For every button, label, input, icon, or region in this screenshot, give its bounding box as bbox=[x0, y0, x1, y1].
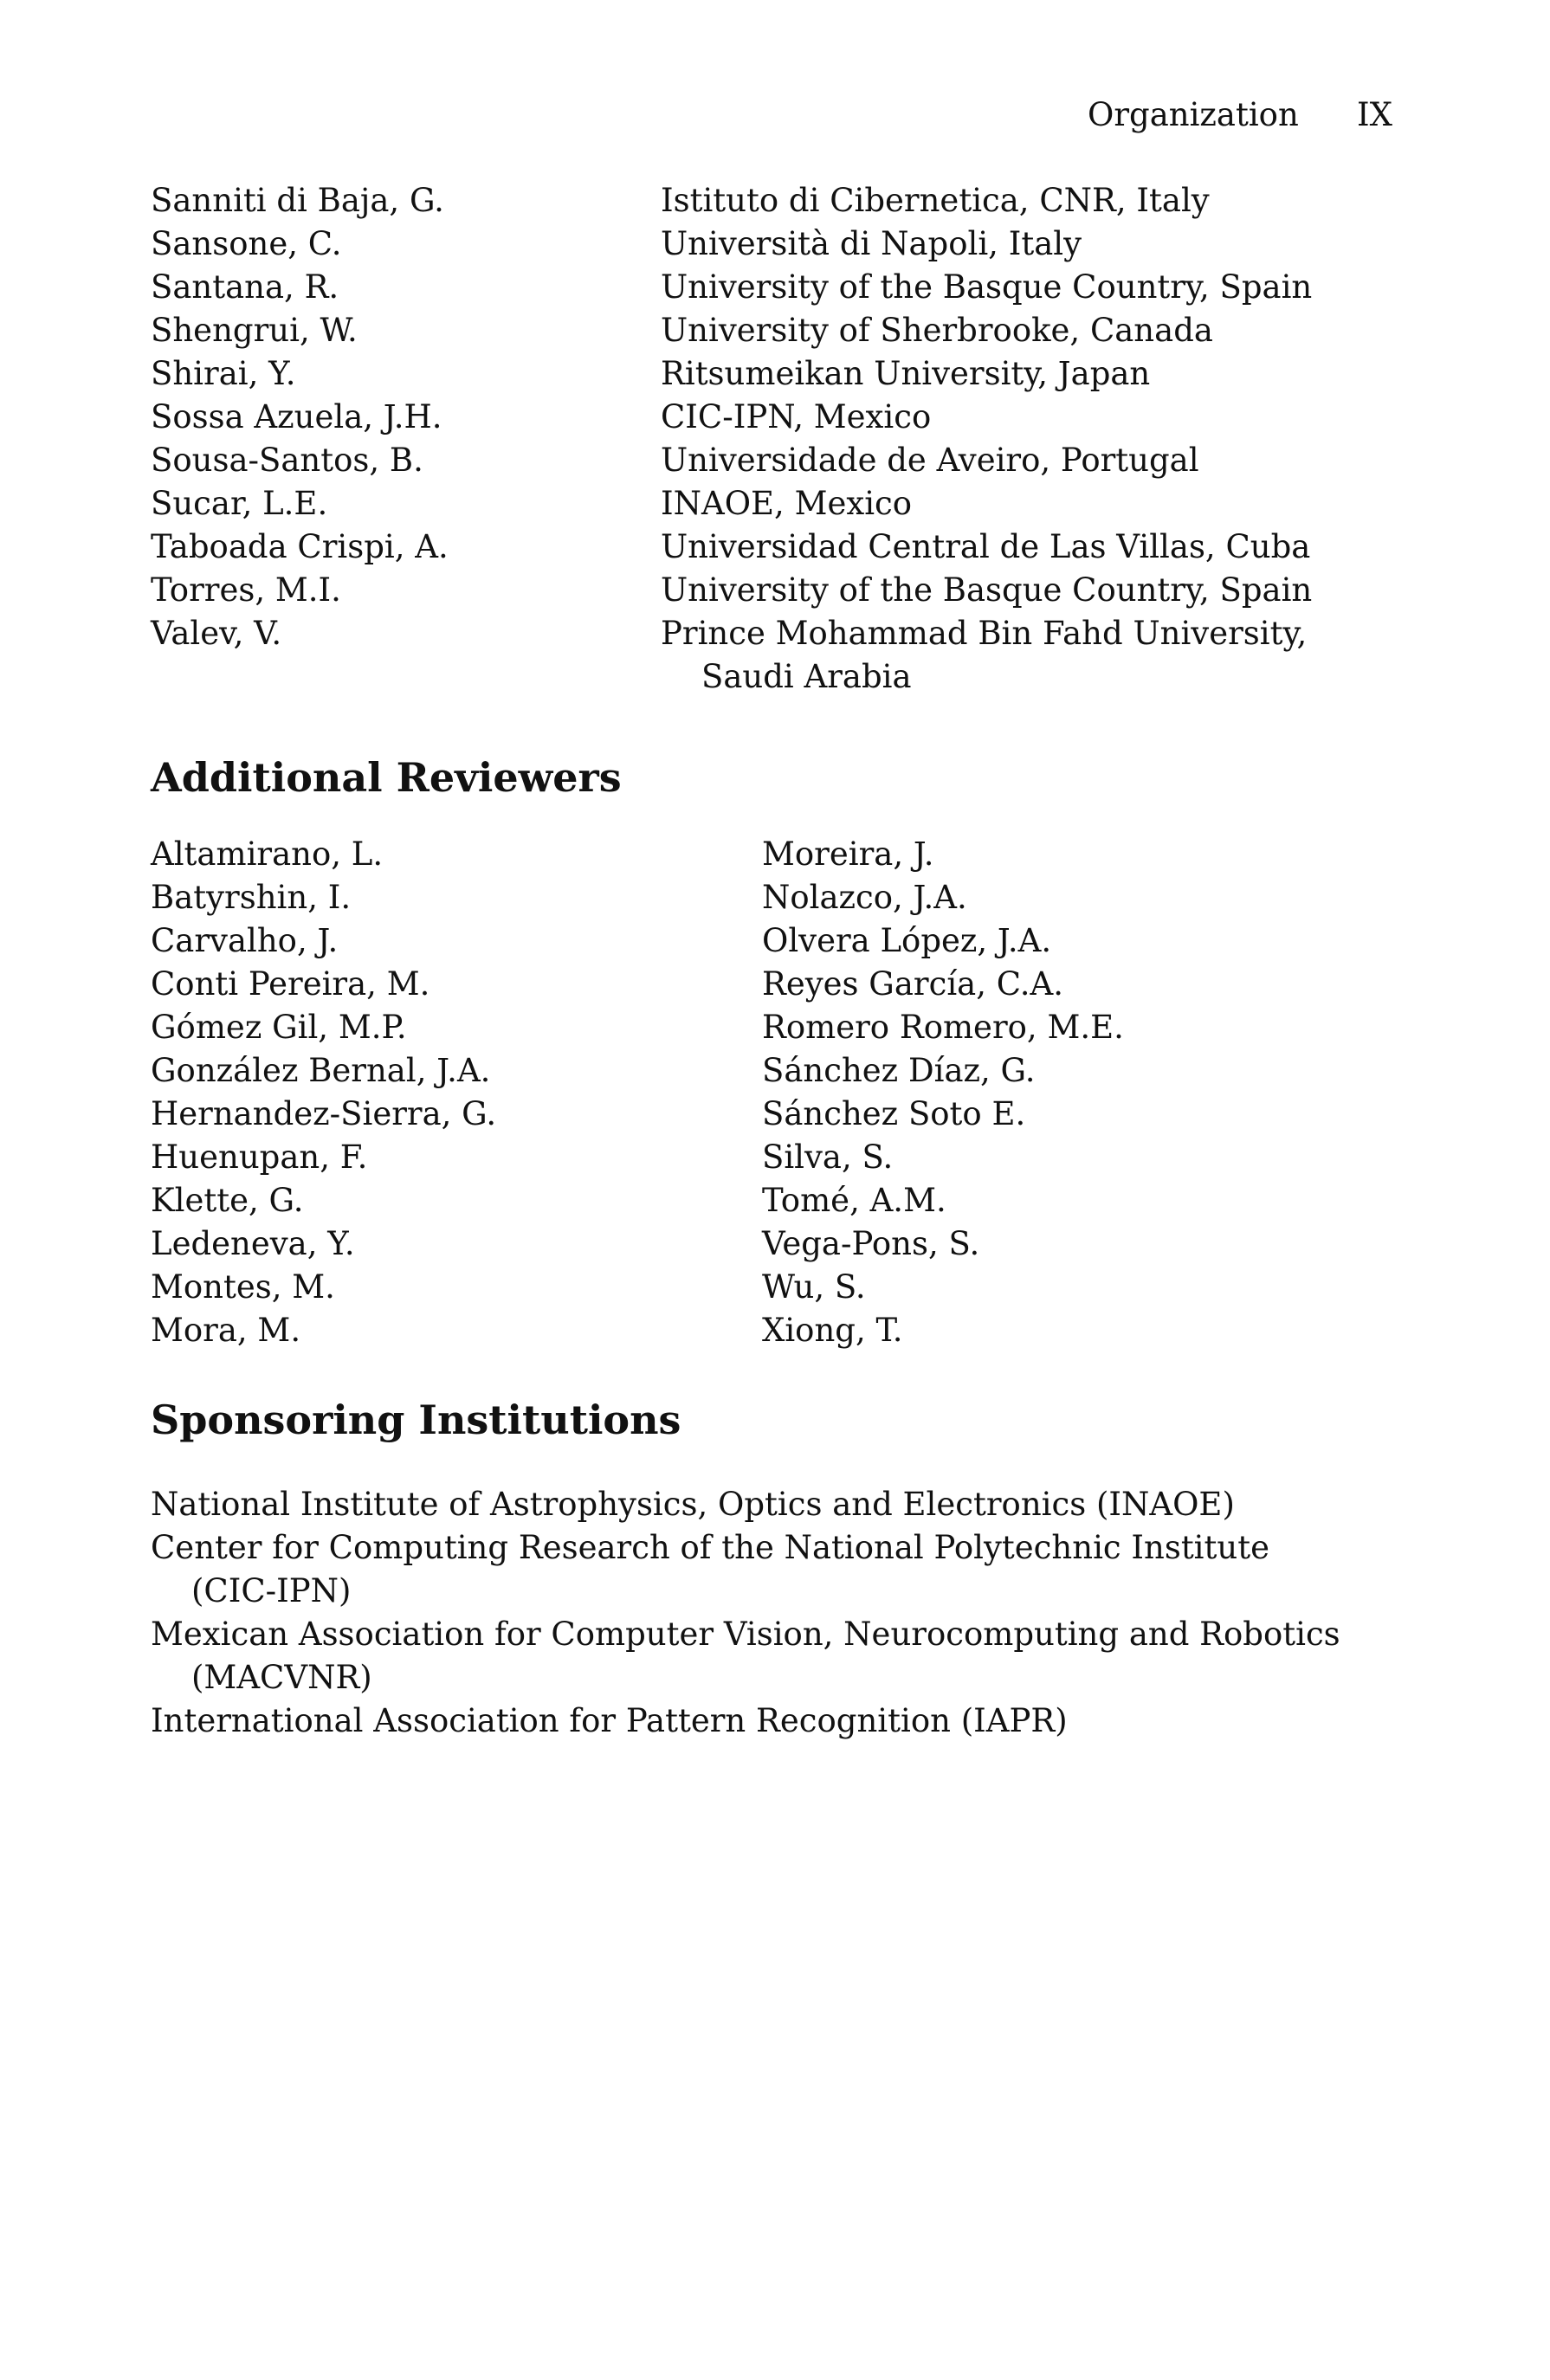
reviewer-name: González Bernal, J.A. bbox=[151, 1052, 491, 1089]
member-name: Shirai, Y. bbox=[151, 355, 296, 392]
member-affiliation: University of the Basque Country, Spain bbox=[661, 571, 1313, 609]
sponsor-name: Center for Computing Research of the National Polytechnic Institute bbox=[151, 1529, 1269, 1566]
sponsor-name: National Institute of Astrophysics, Optics and Electronics (INAOE) bbox=[151, 1486, 1235, 1523]
sponsoring-institutions-heading: Sponsoring Institutions bbox=[151, 1396, 681, 1443]
reviewer-name: Tomé, A.M. bbox=[762, 1182, 946, 1219]
member-affiliation: INAOE, Mexico bbox=[661, 485, 913, 522]
sponsor-list bbox=[151, 1483, 1380, 1743]
committee-table bbox=[151, 179, 1363, 699]
page-number: IX bbox=[1357, 96, 1392, 133]
committee-row bbox=[151, 482, 1363, 526]
member-name: Sossa Azuela, J.H. bbox=[151, 398, 442, 435]
committee-row bbox=[151, 439, 1363, 482]
running-head-title: Organization bbox=[1088, 96, 1299, 133]
reviewer-name: Montes, M. bbox=[151, 1268, 335, 1306]
committee-row bbox=[151, 352, 1363, 396]
member-affiliation: Ritsumeikan University, Japan bbox=[661, 355, 1151, 392]
reviewer-name: Moreira, J. bbox=[762, 835, 934, 873]
sponsor-item bbox=[151, 1526, 1380, 1613]
member-affiliation: University of Sherbrooke, Canada bbox=[661, 312, 1213, 349]
reviewer-name: Silva, S. bbox=[762, 1138, 894, 1176]
reviewers-right-column bbox=[762, 833, 1124, 1352]
member-name: Shengrui, W. bbox=[151, 312, 358, 349]
member-name: Santana, R. bbox=[151, 268, 339, 306]
member-name: Torres, M.I. bbox=[151, 571, 341, 609]
reviewer-name: Conti Pereira, M. bbox=[151, 965, 430, 1003]
member-name: Sanniti di Baja, G. bbox=[151, 182, 444, 219]
reviewer-name: Olvera López, J.A. bbox=[762, 922, 1052, 959]
member-affiliation: University of the Basque Country, Spain bbox=[661, 268, 1313, 306]
sponsor-item bbox=[151, 1613, 1380, 1700]
member-affiliation: Prince Mohammad Bin Fahd University, bbox=[661, 615, 1308, 652]
reviewer-name: Sánchez Soto E. bbox=[762, 1095, 1026, 1132]
reviewer-name: Klette, G. bbox=[151, 1182, 304, 1219]
member-affiliation: Universidade de Aveiro, Portugal bbox=[661, 442, 1199, 479]
reviewer-name: Xiong, T. bbox=[762, 1312, 903, 1349]
member-name: Sucar, L.E. bbox=[151, 485, 328, 522]
reviewer-name: Wu, S. bbox=[762, 1268, 866, 1306]
sponsor-acronym: (MACVNR) bbox=[191, 1659, 372, 1696]
reviewers-left-column bbox=[151, 833, 496, 1352]
member-affiliation-continued: Saudi Arabia bbox=[701, 658, 912, 695]
reviewer-name: Huenupan, F. bbox=[151, 1138, 368, 1176]
committee-row bbox=[151, 266, 1363, 309]
member-name: Valev, V. bbox=[151, 615, 282, 652]
member-affiliation: Istituto di Cibernetica, CNR, Italy bbox=[661, 182, 1210, 219]
reviewer-name: Batyrshin, I. bbox=[151, 879, 352, 916]
reviewer-name: Nolazco, J.A. bbox=[762, 879, 967, 916]
committee-row bbox=[151, 309, 1363, 352]
committee-row bbox=[151, 179, 1363, 223]
reviewer-name: Hernandez-Sierra, G. bbox=[151, 1095, 497, 1132]
member-affiliation: Universidad Central de Las Villas, Cuba bbox=[661, 528, 1311, 565]
reviewer-name: Carvalho, J. bbox=[151, 922, 339, 959]
member-name: Sansone, C. bbox=[151, 225, 342, 262]
sponsor-item bbox=[151, 1483, 1380, 1526]
reviewer-name: Reyes García, C.A. bbox=[762, 965, 1063, 1003]
additional-reviewers-heading: Additional Reviewers bbox=[151, 754, 622, 801]
sponsor-name: International Association for Pattern Recognition (IAPR) bbox=[151, 1702, 1068, 1739]
reviewer-name: Gómez Gil, M.P. bbox=[151, 1009, 407, 1046]
sponsor-name: Mexican Association for Computer Vision, Neurocomputing and Robotics bbox=[151, 1616, 1340, 1653]
running-head bbox=[0, 94, 1550, 137]
committee-row bbox=[151, 223, 1363, 266]
member-affiliation: CIC-IPN, Mexico bbox=[661, 398, 932, 435]
sponsor-item bbox=[151, 1700, 1380, 1743]
member-name: Sousa-Santos, B. bbox=[151, 442, 423, 479]
member-affiliation: Università di Napoli, Italy bbox=[661, 225, 1082, 262]
reviewer-name: Sánchez Díaz, G. bbox=[762, 1052, 1036, 1089]
sponsor-acronym: (CIC-IPN) bbox=[191, 1572, 352, 1609]
member-name: Taboada Crispi, A. bbox=[151, 528, 449, 565]
committee-row bbox=[151, 612, 1363, 699]
committee-row bbox=[151, 396, 1363, 439]
reviewer-name: Ledeneva, Y. bbox=[151, 1225, 355, 1262]
reviewer-name: Romero Romero, M.E. bbox=[762, 1009, 1124, 1046]
reviewer-name: Vega-Pons, S. bbox=[762, 1225, 980, 1262]
reviewer-name: Mora, M. bbox=[151, 1312, 301, 1349]
committee-row bbox=[151, 526, 1363, 569]
committee-row bbox=[151, 569, 1363, 612]
reviewer-name: Altamirano, L. bbox=[151, 835, 384, 873]
